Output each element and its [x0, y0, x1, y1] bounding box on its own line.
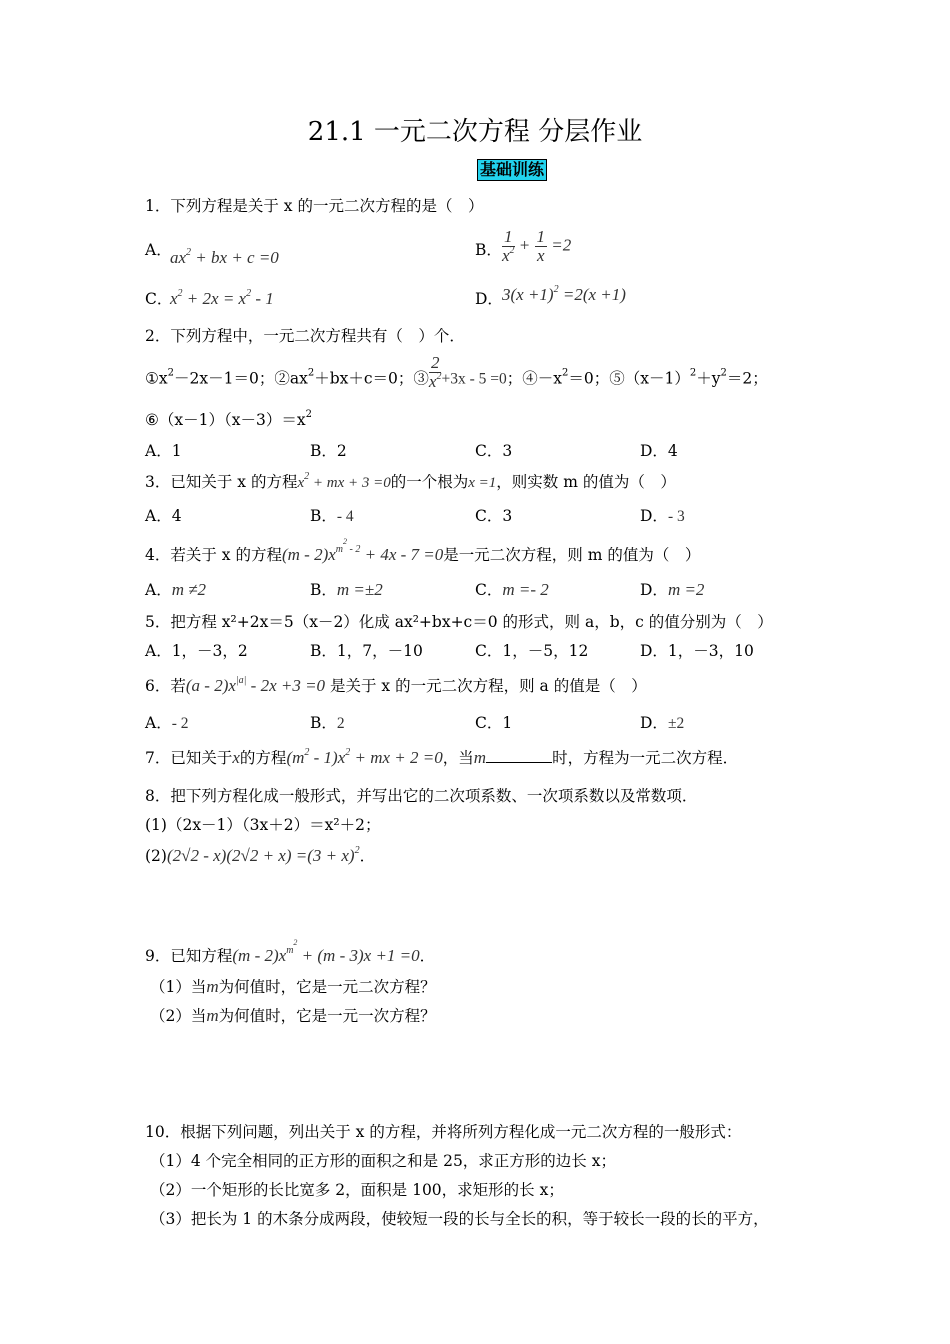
q8-part-1: (1)（2x－1）（3x＋2）＝x²＋2； [145, 816, 381, 834]
q2-stem: 2．下列方程中，一元二次方程共有（ ）个． [145, 327, 465, 345]
q9-stem: 9．已知方程$(m - 2)x^{m^2} + (m - 3)x +1 =0$． [145, 938, 436, 965]
q5-option-b: B．1，7，－10 [310, 642, 423, 660]
q1-stem: 1．下列方程是关于 x 的一元二次方程的是（ ） [145, 197, 484, 215]
q7-stem: 7．已知关于x的方程$(m^2 - 1)x^2$ + mx + 2 =0，当m 时，方程为一元二次方程． [145, 747, 739, 767]
q4-option-d: D．m =2 [640, 580, 705, 599]
q4-stem: 4．若关于 x 的方程$(m - 2)x^{m^2 - 2} + 4x - 7 =0$是一元二次方程，则 m 的值为（ ） [145, 537, 701, 564]
q5-option-d: D．1，－3，10 [640, 642, 754, 660]
q4-option-c: C．m =- 2 [475, 580, 549, 599]
q6-option-b: B．2 [310, 714, 345, 732]
q6-option-d: D．±2 [640, 714, 685, 732]
q7-answer-blank[interactable] [486, 748, 552, 763]
q2-option-a: A．1 [145, 442, 182, 460]
q1-c-formula: $x^2 + 2x = x^2 - 1$ [170, 288, 274, 308]
page-title: 21.1 一元二次方程 分层作业 [307, 117, 643, 147]
q1-d-formula: $3(x +1)^2 =2(x +1)$ [502, 284, 626, 304]
q3-option-b: B．- 4 [310, 507, 354, 525]
q4-option-b: B．m =±2 [310, 580, 383, 599]
q1-b-formula: $\frac{1}{x^2}$ + $\frac{1}{x}$ =2 [502, 227, 572, 265]
q6-option-a: A．- 2 [145, 714, 189, 732]
q10-part-1: （1）4 个完全相同的正方形的面积之和是 25，求正方形的边长 x； [150, 1152, 616, 1170]
q2-option-d: D．4 [640, 442, 678, 460]
q5-stem: 5．把方程 x²+2x＝5（x－2）化成 ax²+bx+c＝0 的形式，则 a，b，c 的值分别为（ ） [145, 613, 773, 631]
q8-stem: 8．把下列方程化成一般形式，并写出它的二次项系数、一次项系数以及常数项． [145, 787, 698, 805]
q2-option-b: B．2 [310, 442, 347, 460]
q10-part-3: （3）把长为 1 的木条分成两段，使较短一段的长与全长的积，等于较长一段的长的平方， [150, 1210, 769, 1228]
q10-stem: 10．根据下列问题，列出关于 x 的方程，并将所列方程化成一元二次方程的一般形式： [145, 1123, 742, 1141]
q1-option-c: C． [145, 290, 173, 308]
q2-equation-6: $⑥(x-1)(x-3)=x^2$ [145, 409, 312, 429]
q3-option-c: C．3 [475, 507, 513, 525]
q3-option-d: D．- 3 [640, 507, 685, 525]
q2-equations: $①x^2-2x-1=0$；$②ax^2+bx+c=0$；③ $\frac{2}{x^2}$ +3x - 5 =0；$④-x^2=0$；$⑤(x-1)^2+y^2=2$； [145, 353, 768, 391]
q6-stem: 6．若$(a - 2)x^{|a|} - 2x +3 =0$ 是关于 x 的一元二次方程，则 a 的值是（ ） [145, 675, 647, 695]
q5-option-a: A．1，－3，2 [145, 642, 248, 660]
q8-part-2: $(2)(2√2 - x)(2√2 + x) =(3 + x)^2$． [145, 845, 376, 865]
q3-option-a: A．4 [145, 507, 182, 525]
q3-stem: 3．已知关于 x 的方程$x^2$ + mx + 3 =0的一个根为x =1，则实数 m 的值为（ ） [145, 471, 676, 491]
q2-option-c: C．3 [475, 442, 513, 460]
q4-option-a: A．m ≠2 [145, 580, 207, 599]
q10-part-2: （2）一个矩形的长比宽多 2，面积是 100，求矩形的长 x； [150, 1181, 564, 1199]
q5-option-c: C．1，－5，12 [475, 642, 589, 660]
q9-part-2: （2）当m为何值时，它是一元一次方程？ [150, 1006, 436, 1025]
q6-option-c: C．1 [475, 714, 513, 732]
q1-option-b: B． [475, 241, 502, 259]
q1-option-a: A． [145, 241, 172, 259]
q1-option-d: D． [475, 290, 503, 308]
q1-a-formula: $ax^2$ + bx + c =0 [170, 247, 279, 267]
q9-part-1: （1）当m为何值时，它是一元二次方程？ [150, 977, 436, 996]
section-label: 基础训练 [477, 159, 547, 181]
